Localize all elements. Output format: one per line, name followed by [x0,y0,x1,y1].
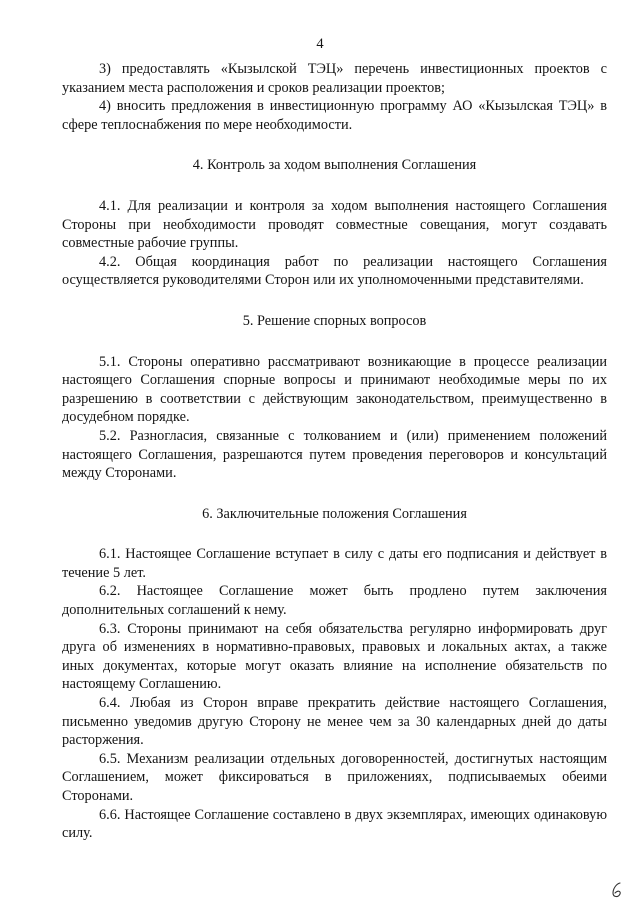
page-number: 4 [316,36,324,52]
paragraph-4-2: 4.2. Общая координация работ по реализации настоящего Соглашения осуществляется руководителями Сторон или их уполномоченными представителями. [62,253,607,289]
paragraph-5-2: 5.2. Разногласия, связанные с толкованием и (или) применением положений настоящего Соглашения, разрешаются путем проведения переговоров и консультаций между Сторонами. [62,427,607,482]
section-heading-6: 6. Заключительные положения Соглашения [202,505,467,522]
paragraph-6-5: 6.5. Механизм реализации отдельных договоренностей, достигнутых настоящим Соглашением, может фиксироваться в приложениях, подписываемых обеими Сторонами. [62,750,607,804]
initials-mark-icon [610,881,624,899]
paragraph-item-3: 3) предоставлять «Кызылской ТЭЦ» перечень инвестиционных проектов с указанием места расположения и сроков реализации проектов; [62,61,607,96]
paragraph-6-1: 6.1. Настоящее Соглашение вступает в силу с даты его подписания и действует в течение 5 лет. [62,546,607,581]
paragraph-6-2: 6.2. Настоящее Соглашение может быть продлено путем заключения дополнительных соглашений к нему. [62,583,607,619]
section-heading-5: 5. Решение спорных вопросов [242,312,427,329]
paragraph-6-3: 6.3. Стороны принимают на себя обязательства регулярно информировать друг друга об изменениях в нормативно-правовых, правовых и локальных актах, а также иных документах, которые могут оказать влияние на исполнение обязательств по настоящему Соглашению. [62,620,607,693]
paragraph-6-4: 6.4. Любая из Сторон вправе прекратить действие настоящего Соглашения, письменно уведомив другую Сторону не менее чем за 30 календарных дней до даты расторжения. [62,695,607,749]
paragraph-item-4: 4) вносить предложения в инвестиционную программу АО «Кызылская ТЭЦ» в сфере теплоснабжения по мере необходимости. [62,98,607,133]
paragraph-6-6: 6.6. Настоящее Соглашение составлено в двух экземплярах, имеющих одинаковую силу. [62,806,607,842]
document-body [62,60,607,843]
paragraph-5-1: 5.1. Стороны оперативно рассматривают возникающие в процессе реализации настоящего Соглашения спорные вопросы и принимают необходимые меры по их разрешению в соответствии с действующим законодательством, преимущественно в досудебном порядке. [62,353,607,426]
paragraph-4-1: 4.1. Для реализации и контроля за ходом выполнения настоящего Соглашения Стороны при необходимости проводят совместные совещания, могут создавать совместные рабочие группы. [62,197,607,252]
section-heading-4: 4. Контроль за ходом выполнения Соглашения [192,157,477,174]
